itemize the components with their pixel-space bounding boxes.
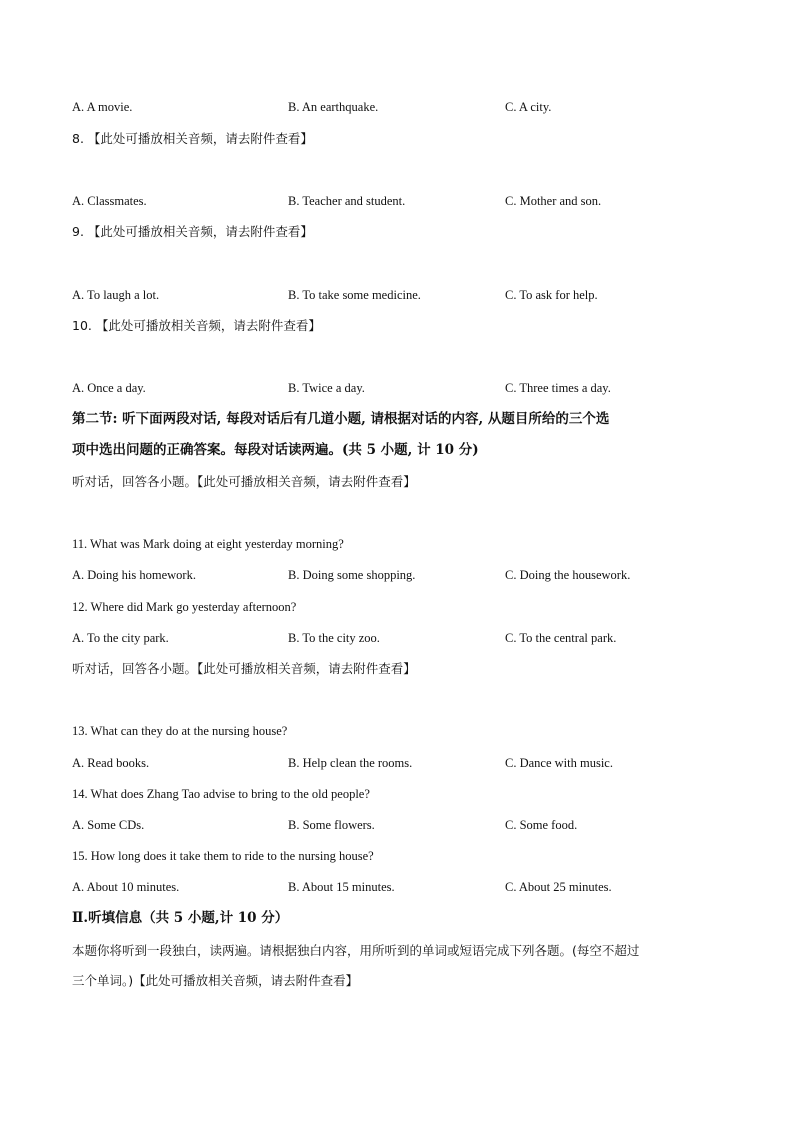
q13-option-b: B. Help clean the rooms. [288,756,413,770]
q12-option-a: A. To the city park. [72,631,169,645]
dialog1-intro: 听对话，回答各小题。【此处可播放相关音频，请去附件查看】 [72,474,416,489]
part2-title: Ⅱ.听填信息（共 5 小题,计 10 分） [72,910,289,926]
q9-stem: 9. 【此处可播放相关音频，请去附件查看】 [72,224,313,239]
q13-option-a: A. Read books. [72,756,150,770]
q9-option-a: A. To laugh a lot. [72,288,160,302]
q12-option-b: B. To the city zoo. [288,631,380,645]
q11-stem: 11. What was Mark doing at eight yesterday morning? [72,537,344,551]
q8-stem: 8. 【此处可播放相关音频，请去附件查看】 [72,131,313,146]
q13-option-c: C. Dance with music. [505,756,613,770]
q11-option-c: C. Doing the housework. [505,568,631,582]
q10-option-c: C. Three times a day. [505,381,611,395]
q14-option-c: C. Some food. [505,818,578,832]
section2-heading-line1: 第二节: 听下面两段对话, 每段对话后有几道小题, 请根据对话的内容, 从题目所给的三个选 [72,411,610,427]
q14-stem: 14. What does Zhang Tao advise to bring to the old people? [72,787,370,801]
section2-heading-line2: 项中选出问题的正确答案。每段对话读两遍。(共 5 小题, 计 10 分) [72,442,479,458]
q10-option-a: A. Once a day. [72,381,146,395]
q8-option-a: A. Classmates. [72,194,147,208]
q14-option-b: B. Some flowers. [288,818,375,832]
q7-option-c: C. A city. [505,100,552,114]
q14-option-a: A. Some CDs. [72,818,145,832]
q15-option-a: A. About 10 minutes. [72,880,180,894]
q15-option-c: C. About 25 minutes. [505,880,612,894]
q8-option-b: B. Teacher and student. [288,194,406,208]
q9-option-b: B. To take some medicine. [288,288,421,302]
q9-option-c: C. To ask for help. [505,288,598,302]
q10-option-b: B. Twice a day. [288,381,365,395]
q13-stem: 13. What can they do at the nursing house? [72,724,288,738]
q10-stem: 10. 【此处可播放相关音频，请去附件查看】 [72,318,321,333]
q8-option-c: C. Mother and son. [505,194,602,208]
q11-option-b: B. Doing some shopping. [288,568,416,582]
q11-option-a: A. Doing his homework. [72,568,196,582]
q12-option-c: C. To the central park. [505,631,617,645]
q7-option-b: B. An earthquake. [288,100,379,114]
q15-option-b: B. About 15 minutes. [288,880,395,894]
part2-instruction-line2: 三个单词。)【此处可播放相关音频，请去附件查看】 [72,973,359,988]
q15-stem: 15. How long does it take them to ride to the nursing house? [72,849,374,863]
part2-instruction-line1: 本题你将听到一段独白，读两遍。请根据独白内容，用所听到的单词或短语完成下列各题。(每空不超过 [72,943,640,958]
dialog2-intro: 听对话，回答各小题。【此处可播放相关音频，请去附件查看】 [72,661,416,676]
q7-option-a: A. A movie. [72,100,133,114]
q12-stem: 12. Where did Mark go yesterday afternoon? [72,600,297,614]
